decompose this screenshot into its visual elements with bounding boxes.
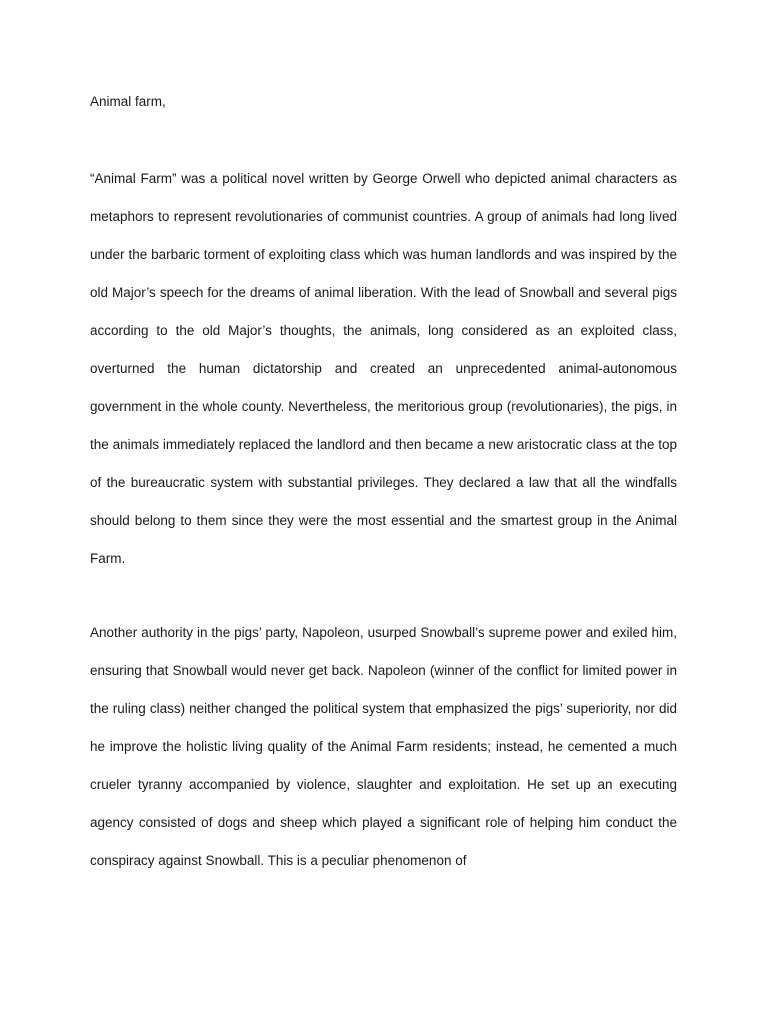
document-title: Animal farm, [90, 94, 166, 109]
paragraph-2: Another authority in the pigs’ party, Napoleon, usurped Snowball’s supreme power and exiled him, ensuring that Snowball would never get back. Napoleon (winner of the conflict for limited power in the ruling class) neither changed the political system that emphasized the pigs’ superiority, nor did he improve the holistic living quality of the Animal Farm residents; instead, he cemented a much crueler tyranny accompanied by violence, slaughter and exploitation. He set up an executing agency consisted of dogs and sheep which played a significant role of helping him conduct the conspiracy against Snowball. This is a peculiar phenomenon of [90, 625, 677, 868]
paragraph-1: “Animal Farm” was a political novel written by George Orwell who depicted animal characters as metaphors to represent revolutionaries of communist countries. A group of animals had long lived under the barbaric torment of exploiting class which was human landlords and was inspired by the old Major’s speech for the dreams of animal liberation. With the lead of Snowball and several pigs according to the old Major’s thoughts, the animals, long considered as an exploited class, overturned the human dictatorship and created an unprecedented animal-autonomous government in the whole county. Nevertheless, the meritorious group (revolutionaries), the pigs, in the animals immediately replaced the landlord and then became a new aristocratic class at the top of the bureaucratic system with substantial privileges. They declared a law that all the windfalls should belong to them since they were the most essential and the smartest group in the Animal Farm. [90, 171, 677, 566]
